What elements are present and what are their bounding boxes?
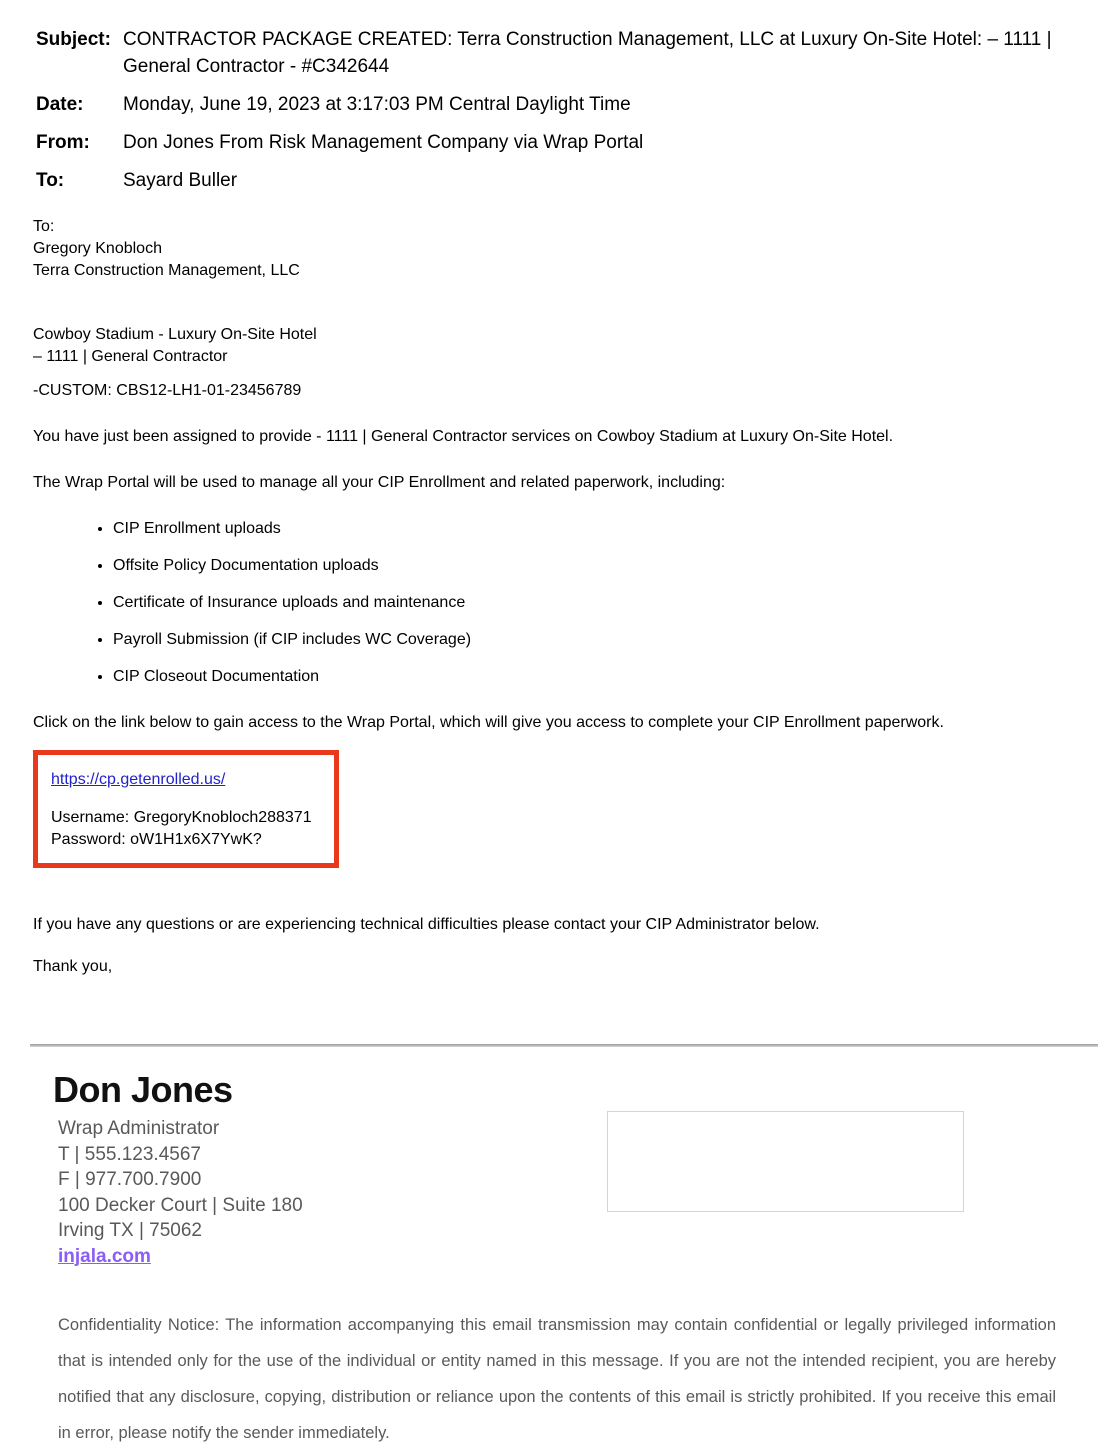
signature-address-line1: 100 Decker Court | Suite 180 — [58, 1194, 303, 1216]
signature-address-line2: Irving TX | 75062 — [58, 1220, 203, 1241]
list-item: • Offsite Policy Documentation uploads — [113, 555, 1067, 577]
email-body — [0, 216, 1100, 978]
closing-text: Thank you, — [33, 958, 113, 975]
signature-block — [0, 1069, 1100, 1269]
password-line: Password: oW1H1x6X7YwK? — [51, 831, 262, 848]
recipient-block — [33, 216, 1067, 282]
signature-image-placeholder — [607, 1111, 964, 1212]
recipient-name: Gregory Knobloch — [33, 240, 162, 257]
custom-code: -CUSTOM: CBS12-LH1-01-23456789 — [33, 382, 302, 399]
date-label: Date: — [36, 94, 84, 115]
to-value: Sayard Buller — [123, 170, 238, 191]
project-line1: Cowboy Stadium - Luxury On-Site Hotel — [33, 326, 317, 343]
list-item: • Certificate of Insurance uploads and maintenance — [113, 592, 1067, 614]
signature-name: Don Jones — [53, 1069, 233, 1110]
divider — [30, 1044, 1098, 1047]
email-header — [0, 0, 1100, 194]
date-value: Monday, June 19, 2023 at 3:17:03 PM Central Daylight Time — [123, 94, 631, 115]
list-item: • CIP Closeout Documentation — [113, 666, 1067, 688]
portal-link[interactable]: https://cp.getenrolled.us/ — [51, 771, 226, 788]
confidentiality-notice: Confidentiality Notice: The information accompanying this email transmission may contain confidential or legally privileged information that is intended only for the use of the individual or entity named in this message. If you are not the intended recipient, you are hereby notified that any disclosure, copying, distribution or reliance upon the contents of this email is strictly prohibited. If you receive this email in error, please notify the sender immediately. — [58, 1316, 1056, 1442]
subject-value: CONTRACTOR PACKAGE CREATED: Terra Construction Management, LLC at Luxury On-Site Hotel: – 1111 | General Contractor - #C342644 — [123, 29, 1052, 77]
website-link[interactable]: injala.com — [58, 1245, 151, 1267]
project-line2: – 1111 | General Contractor — [33, 348, 228, 365]
signature-fax: F | 977.700.7900 — [58, 1169, 202, 1190]
to-label: To: — [36, 170, 65, 191]
support-paragraph: If you have any questions or are experiencing technical difficulties please contact your CIP Administrator below. — [33, 916, 820, 933]
assignment-paragraph: You have just been assigned to provide - 1111 | General Contractor services on Cowboy Stadium at Luxury On-Site Hotel. — [33, 428, 894, 445]
subject-label: Subject: — [36, 29, 111, 50]
cip-task-list — [33, 518, 1067, 688]
link-intro-paragraph: Click on the link below to gain access to the Wrap Portal, which will give you access to complete your CIP Enrollment paperwork. — [33, 714, 944, 731]
from-label: From: — [36, 132, 90, 153]
username-line: Username: GregoryKnobloch288371 — [51, 809, 312, 826]
signature-title: Wrap Administrator — [58, 1118, 220, 1139]
from-value: Don Jones From Risk Management Company via Wrap Portal — [123, 132, 644, 153]
list-item: • Payroll Submission (if CIP includes WC Coverage) — [113, 629, 1067, 651]
portal-paragraph: The Wrap Portal will be used to manage all your CIP Enrollment and related paperwork, including: — [33, 474, 726, 491]
recipient-company: Terra Construction Management, LLC — [33, 262, 300, 279]
signature-phone: T | 555.123.4567 — [58, 1143, 201, 1165]
list-item: • CIP Enrollment uploads — [113, 518, 1067, 540]
project-block — [33, 324, 1067, 368]
recipient-intro: To: — [33, 218, 55, 235]
credentials-highlight-box — [33, 750, 339, 868]
